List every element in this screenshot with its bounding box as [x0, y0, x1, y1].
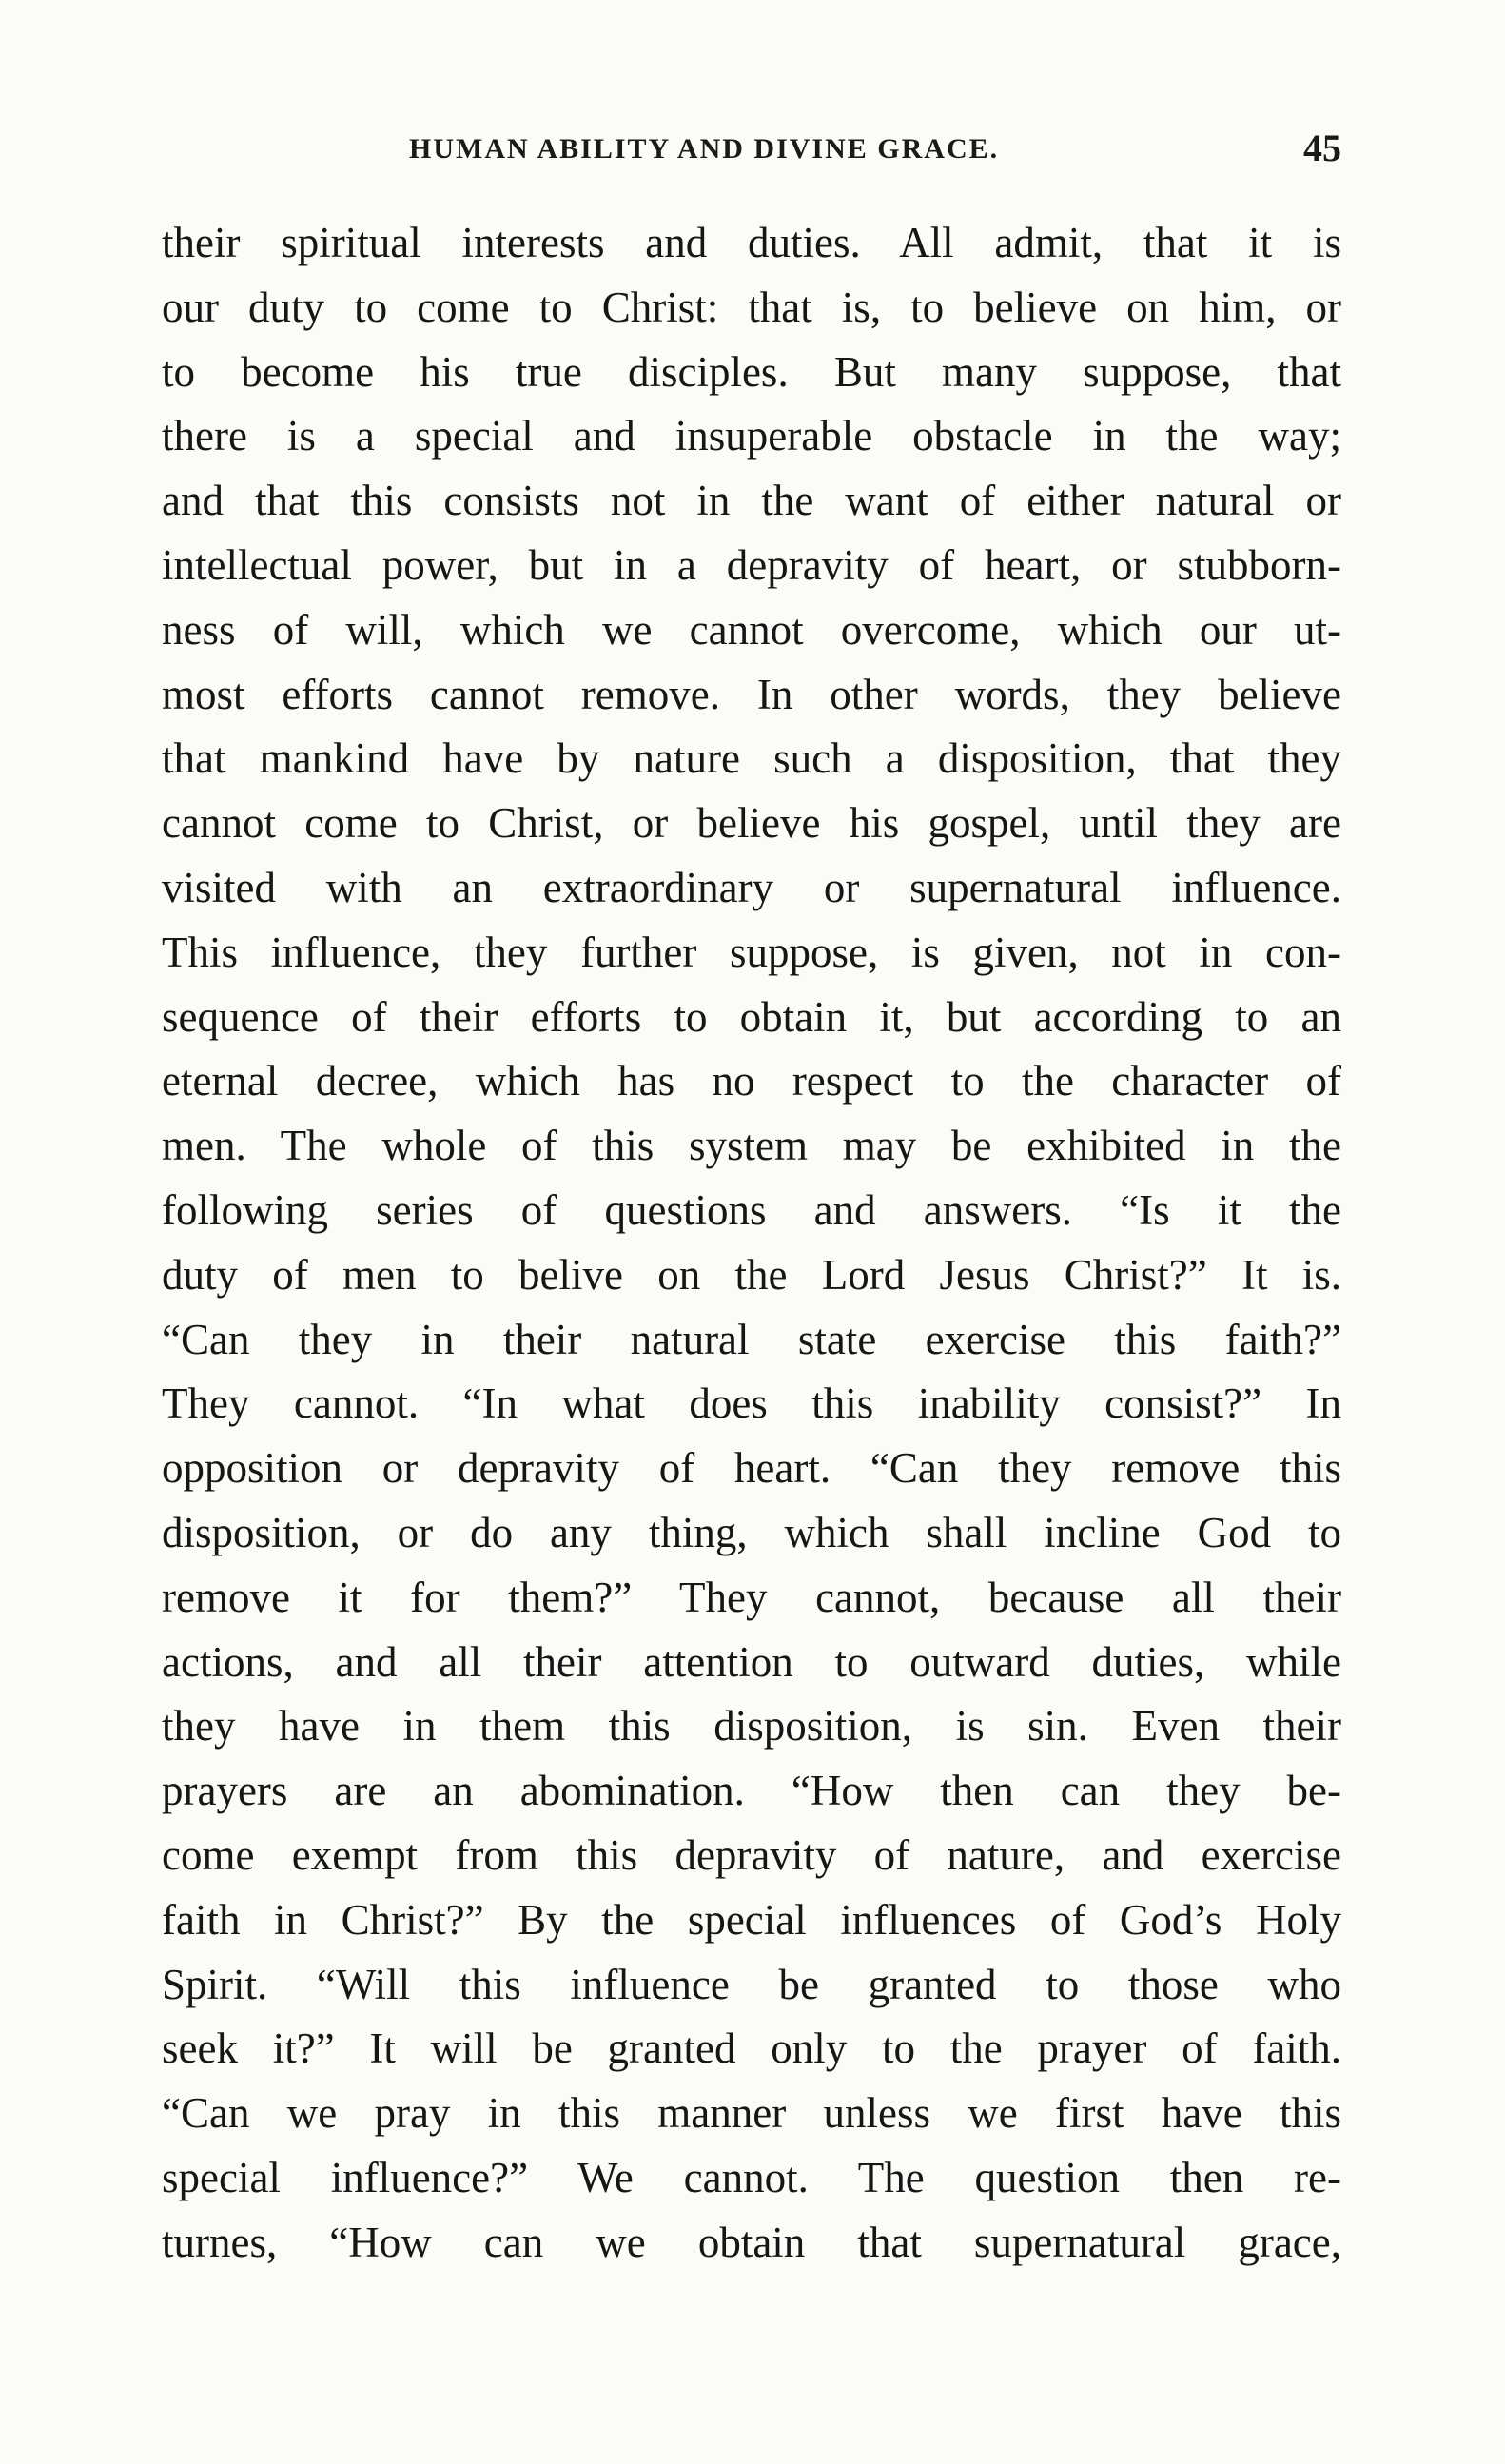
text-line: to become his true disciples. But many suppose, that: [162, 347, 1341, 396]
text-line: They cannot. “In what does this inability consist?” In: [162, 1379, 1341, 1428]
text-line: that mankind have by nature such a disposition, that they: [162, 734, 1341, 783]
running-header-title: HUMAN ABILITY AND DIVINE GRACE.: [409, 133, 1000, 165]
text-line: opposition or depravity of heart. “Can they remove this: [162, 1444, 1341, 1493]
text-line: there is a special and insuperable obstacle in the way;: [162, 412, 1341, 460]
text-line: prayers are an abomination. “How then can they be-: [162, 1767, 1341, 1815]
body-text: [162, 211, 1341, 2276]
text-line: actions, and all their attention to outward duties, while: [162, 1637, 1341, 1686]
text-line: their spiritual interests and duties. All admit, that it is: [162, 219, 1341, 266]
text-line: ness of will, which we cannot overcome, which our ut-: [162, 605, 1341, 654]
text-line: “Can we pray in this manner unless we first have this: [162, 2089, 1341, 2138]
text-line: come exempt from this depravity of nature, and exercise: [162, 1830, 1341, 1879]
text-line: eternal decree, which has no respect to the character of: [162, 1057, 1341, 1105]
text-line: seek it?” It will be granted only to the prayer of faith.: [162, 2024, 1341, 2073]
page-number: 45: [1303, 127, 1341, 169]
text-line: remove it for them?” They cannot, because all their: [162, 1573, 1341, 1621]
text-line: special influence?” We cannot. The question then re-: [162, 2153, 1341, 2201]
text-line: our duty to come to Christ: that is, to believe on him, or: [162, 283, 1341, 331]
text-line: faith in Christ?” By the special influences of God’s Holy: [162, 1895, 1341, 1944]
text-line: duty of men to belive on the Lord Jesus Christ?” It is.: [162, 1250, 1341, 1299]
text-line: cannot come to Christ, or believe his gospel, until they are: [162, 799, 1341, 848]
text-line: visited with an extraordinary or supernatural influence.: [162, 863, 1341, 911]
text-line: intellectual power, but in a depravity of heart, or stubborn-: [162, 540, 1341, 589]
text-line: “Can they in their natural state exercise this faith?”: [162, 1315, 1341, 1363]
text-line: they have in them this disposition, is sin. Even their: [162, 1702, 1341, 1750]
text-line: men. The whole of this system may be exhibited in the: [162, 1122, 1341, 1170]
running-header: [162, 122, 1341, 179]
text-line: and that this consists not in the want of either natural or: [162, 477, 1341, 525]
text-line: following series of questions and answers. “Is it the: [162, 1185, 1341, 1234]
text-line: turnes, “How can we obtain that supernatural grace,: [162, 2218, 1341, 2266]
text-line: sequence of their efforts to obtain it, but according to an: [162, 992, 1341, 1041]
text-line: Spirit. “Will this influence be granted to those who: [162, 1960, 1341, 2008]
text-line: most efforts cannot remove. In other words, they believe: [162, 670, 1341, 718]
text-line: This influence, they further suppose, is given, not in con-: [162, 928, 1341, 976]
text-line: disposition, or do any thing, which shall incline God to: [162, 1508, 1341, 1556]
